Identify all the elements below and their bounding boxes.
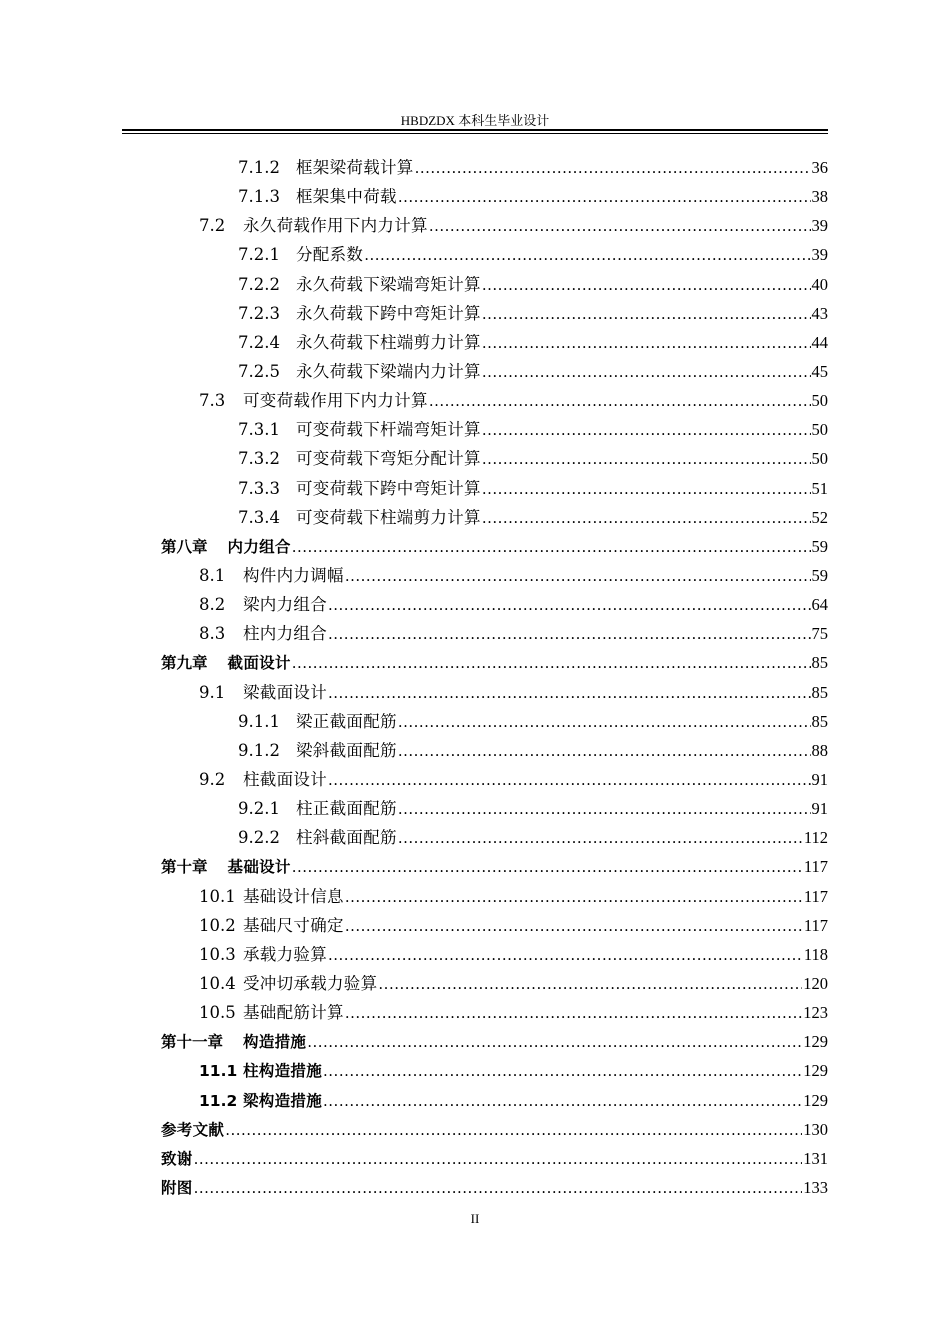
toc-entry[interactable] [161, 1144, 828, 1173]
toc-entry-number: 7.2 [199, 216, 226, 236]
toc-entry-title: 可变荷载下柱端剪力计算 [296, 507, 481, 527]
toc-entry-page: 39 [811, 245, 828, 265]
toc-entry-page: 85 [811, 653, 828, 673]
toc-entry-number: 第十章 [161, 858, 208, 877]
table-of-contents [161, 153, 828, 1202]
toc-dot-leader [323, 1057, 802, 1086]
toc-dot-leader [398, 824, 803, 853]
toc-dot-leader [194, 1145, 803, 1174]
toc-entry[interactable] [161, 911, 828, 940]
toc-dot-leader [345, 912, 803, 941]
toc-dot-leader [429, 387, 811, 416]
toc-dot-leader [429, 212, 811, 241]
toc-entry[interactable] [161, 240, 828, 269]
toc-entry[interactable] [161, 736, 828, 765]
toc-dot-leader [345, 883, 803, 912]
toc-entry[interactable] [161, 503, 828, 532]
toc-entry-page: 91 [811, 769, 828, 789]
toc-entry-number: 7.2.2 [238, 274, 280, 294]
toc-entry-title: 框架梁荷载计算 [296, 158, 414, 177]
toc-entry-title: 永久荷载下跨中弯矩计算 [296, 303, 481, 323]
toc-dot-leader [482, 445, 811, 474]
toc-dot-leader [482, 300, 811, 329]
toc-entry-title: 梁正截面配筋 [296, 711, 397, 731]
toc-entry-number: 第九章 [161, 654, 208, 673]
toc-entry[interactable] [161, 1115, 828, 1144]
toc-entry-page: 133 [803, 1177, 828, 1197]
toc-dot-leader [378, 970, 802, 999]
toc-entry[interactable] [161, 328, 828, 357]
toc-entry[interactable] [161, 940, 828, 969]
toc-entry-title: 基础设计信息 [243, 886, 344, 906]
toc-entry-number: 7.3 [199, 391, 226, 411]
toc-entry-page: 118 [803, 944, 828, 964]
toc-entry-title: 内力组合 [227, 537, 291, 556]
toc-entry-title: 基础设计 [227, 858, 291, 877]
toc-entry-number: 9.2 [199, 769, 226, 789]
toc-entry-page: 39 [811, 216, 828, 236]
toc-entry-number: 7.1.2 [238, 158, 280, 177]
toc-entry-page: 59 [811, 565, 828, 585]
toc-entry[interactable] [161, 474, 828, 503]
toc-entry-number: 10.3 [199, 944, 236, 964]
toc-entry-number: 10.1 [199, 886, 236, 906]
toc-entry[interactable] [161, 648, 828, 677]
toc-entry-title: 永久荷载下梁端弯矩计算 [296, 274, 481, 294]
toc-entry-title: 截面设计 [227, 654, 291, 673]
toc-entry-number: 10.5 [199, 1003, 236, 1023]
toc-entry[interactable] [161, 299, 828, 328]
toc-entry-title: 分配系数 [296, 245, 364, 265]
toc-dot-leader [398, 183, 811, 212]
toc-entry[interactable] [161, 852, 828, 881]
toc-dot-leader [482, 504, 811, 533]
toc-entry-page: 112 [803, 828, 828, 848]
toc-entry-page: 129 [803, 1090, 828, 1110]
toc-entry-title: 构造措施 [243, 1033, 307, 1052]
toc-dot-leader [328, 591, 811, 620]
toc-dot-leader [398, 737, 811, 766]
toc-entry-page: 85 [811, 682, 828, 702]
toc-dot-leader [328, 766, 811, 795]
toc-entry-page: 85 [811, 711, 828, 731]
toc-entry[interactable] [161, 882, 828, 911]
toc-dot-leader [482, 416, 811, 445]
toc-entry-number: 9.2.1 [238, 799, 280, 819]
toc-entry-title: 永久荷载下梁端内力计算 [296, 361, 481, 381]
toc-entry-title: 致谢 [161, 1149, 193, 1168]
toc-entry[interactable] [161, 1173, 828, 1202]
header-rule-thin [122, 133, 828, 134]
toc-entry-page: 44 [811, 332, 828, 352]
toc-entry-title: 柱内力组合 [243, 624, 327, 644]
toc-entry-title: 基础尺寸确定 [243, 915, 344, 935]
toc-dot-leader [398, 795, 811, 824]
toc-entry-title: 承载力验算 [243, 944, 327, 964]
toc-entry-page: 64 [811, 595, 828, 615]
toc-dot-leader [482, 329, 811, 358]
toc-entry-number: 9.1.1 [238, 711, 280, 731]
toc-dot-leader [307, 1028, 802, 1057]
toc-entry-page: 38 [811, 187, 828, 207]
toc-entry[interactable] [161, 357, 828, 386]
toc-entry-page: 36 [811, 158, 828, 177]
toc-entry-page: 88 [811, 740, 828, 760]
toc-entry[interactable] [161, 969, 828, 998]
toc-entry-page: 50 [811, 420, 828, 440]
toc-entry-title: 可变荷载作用下内力计算 [243, 391, 428, 411]
toc-entry-number: 10.4 [199, 973, 236, 993]
toc-entry-page: 120 [803, 973, 828, 993]
toc-entry-title: 可变荷载下跨中弯矩计算 [296, 478, 481, 498]
toc-entry-page: 50 [811, 449, 828, 469]
toc-dot-leader [194, 1174, 803, 1203]
toc-entry-page: 91 [811, 799, 828, 819]
toc-entry-number: 8.2 [199, 595, 226, 615]
toc-entry-page: 51 [811, 478, 828, 498]
toc-dot-leader [482, 271, 811, 300]
header-rule-thick [122, 129, 828, 131]
toc-entry-title: 梁截面设计 [243, 682, 327, 702]
toc-entry[interactable] [161, 823, 828, 852]
toc-entry[interactable] [161, 153, 828, 182]
toc-entry-page: 129 [803, 1032, 828, 1052]
toc-dot-leader [292, 533, 811, 562]
toc-entry-page: 59 [811, 536, 828, 556]
toc-entry[interactable] [161, 1056, 828, 1085]
toc-entry[interactable] [161, 619, 828, 648]
toc-entry-page: 40 [811, 274, 828, 294]
toc-entry-title: 基础配筋计算 [243, 1003, 344, 1023]
toc-entry[interactable] [161, 765, 828, 794]
toc-entry[interactable] [161, 678, 828, 707]
toc-dot-leader [292, 853, 803, 882]
toc-entry-number: 9.1 [199, 682, 226, 702]
toc-entry-title: 永久荷载下柱端剪力计算 [296, 332, 481, 352]
toc-entry-title: 梁构造措施 [243, 1091, 323, 1110]
toc-entry-number: 11.2 [199, 1091, 238, 1110]
toc-dot-leader [415, 154, 811, 183]
toc-entry[interactable] [161, 386, 828, 415]
toc-dot-leader [482, 358, 811, 387]
toc-entry-number: 10.2 [199, 915, 236, 935]
toc-entry-page: 52 [811, 507, 828, 527]
toc-entry-page: 131 [803, 1148, 828, 1168]
toc-entry-title: 可变荷载下弯矩分配计算 [296, 449, 481, 469]
toc-entry-number: 第十一章 [161, 1033, 224, 1052]
toc-entry-number: 7.1.3 [238, 187, 280, 207]
toc-dot-leader [345, 562, 811, 591]
toc-entry-title: 柱斜截面配筋 [296, 828, 397, 848]
toc-entry[interactable] [161, 590, 828, 619]
toc-entry-page: 45 [811, 361, 828, 381]
toc-entry-page: 123 [803, 1003, 828, 1023]
toc-entry[interactable] [161, 444, 828, 473]
toc-dot-leader [482, 475, 811, 504]
toc-entry-title: 永久荷载作用下内力计算 [243, 216, 428, 236]
toc-entry-number: 7.2.5 [238, 361, 280, 381]
toc-entry[interactable] [161, 707, 828, 736]
toc-entry-title: 柱正截面配筋 [296, 799, 397, 819]
toc-entry[interactable] [161, 270, 828, 299]
toc-entry-title: 柱截面设计 [243, 769, 327, 789]
toc-entry-title: 梁内力组合 [243, 595, 327, 615]
toc-entry-page: 117 [803, 857, 828, 877]
toc-entry-title: 框架集中荷载 [296, 187, 397, 207]
toc-entry-number: 7.3.1 [238, 420, 280, 440]
running-header: HBDZDX 本科生毕业设计 [400, 113, 550, 128]
toc-entry-number: 7.3.3 [238, 478, 280, 498]
toc-entry-number: 第八章 [161, 537, 208, 556]
toc-entry-number: 8.3 [199, 624, 226, 644]
toc-entry[interactable] [161, 1086, 828, 1115]
toc-entry[interactable] [161, 182, 828, 211]
toc-entry-title: 柱构造措施 [243, 1062, 323, 1081]
toc-entry-page: 75 [811, 624, 828, 644]
toc-entry-title: 附图 [161, 1178, 193, 1197]
toc-entry-title: 参考文献 [161, 1120, 225, 1139]
toc-entry[interactable] [161, 532, 828, 561]
toc-entry[interactable] [161, 415, 828, 444]
toc-entry-number: 9.2.2 [238, 828, 280, 848]
toc-entry-number: 7.2.3 [238, 303, 280, 323]
toc-dot-leader [328, 620, 811, 649]
toc-dot-leader [398, 708, 811, 737]
toc-entry[interactable] [161, 211, 828, 240]
toc-entry-title: 可变荷载下杆端弯矩计算 [296, 420, 481, 440]
toc-entry-page: 117 [803, 886, 828, 906]
toc-entry-number: 9.1.2 [238, 740, 280, 760]
page-number: II [470, 1211, 480, 1226]
toc-entry-number: 7.3.2 [238, 449, 280, 469]
toc-entry-number: 7.2.4 [238, 332, 280, 352]
toc-dot-leader [323, 1087, 802, 1116]
toc-entry[interactable] [161, 1027, 828, 1056]
toc-entry[interactable] [161, 794, 828, 823]
toc-entry-title: 梁斜截面配筋 [296, 740, 397, 760]
toc-dot-leader [345, 999, 802, 1028]
toc-entry[interactable] [161, 561, 828, 590]
toc-entry-title: 构件内力调幅 [243, 565, 344, 585]
toc-entry-number: 8.1 [199, 565, 226, 585]
toc-entry-number: 11.1 [199, 1062, 238, 1081]
toc-entry-title: 受冲切承载力验算 [243, 973, 378, 993]
toc-entry[interactable] [161, 998, 828, 1027]
toc-dot-leader [292, 649, 811, 678]
toc-entry-page: 130 [803, 1119, 828, 1139]
toc-entry-page: 50 [811, 391, 828, 411]
toc-entry-page: 43 [811, 303, 828, 323]
toc-dot-leader [364, 241, 810, 270]
toc-dot-leader [225, 1116, 802, 1145]
toc-entry-page: 129 [803, 1061, 828, 1081]
toc-entry-number: 7.3.4 [238, 507, 280, 527]
toc-entry-page: 117 [803, 915, 828, 935]
toc-dot-leader [328, 941, 803, 970]
toc-dot-leader [328, 679, 811, 708]
toc-entry-number: 7.2.1 [238, 245, 280, 265]
